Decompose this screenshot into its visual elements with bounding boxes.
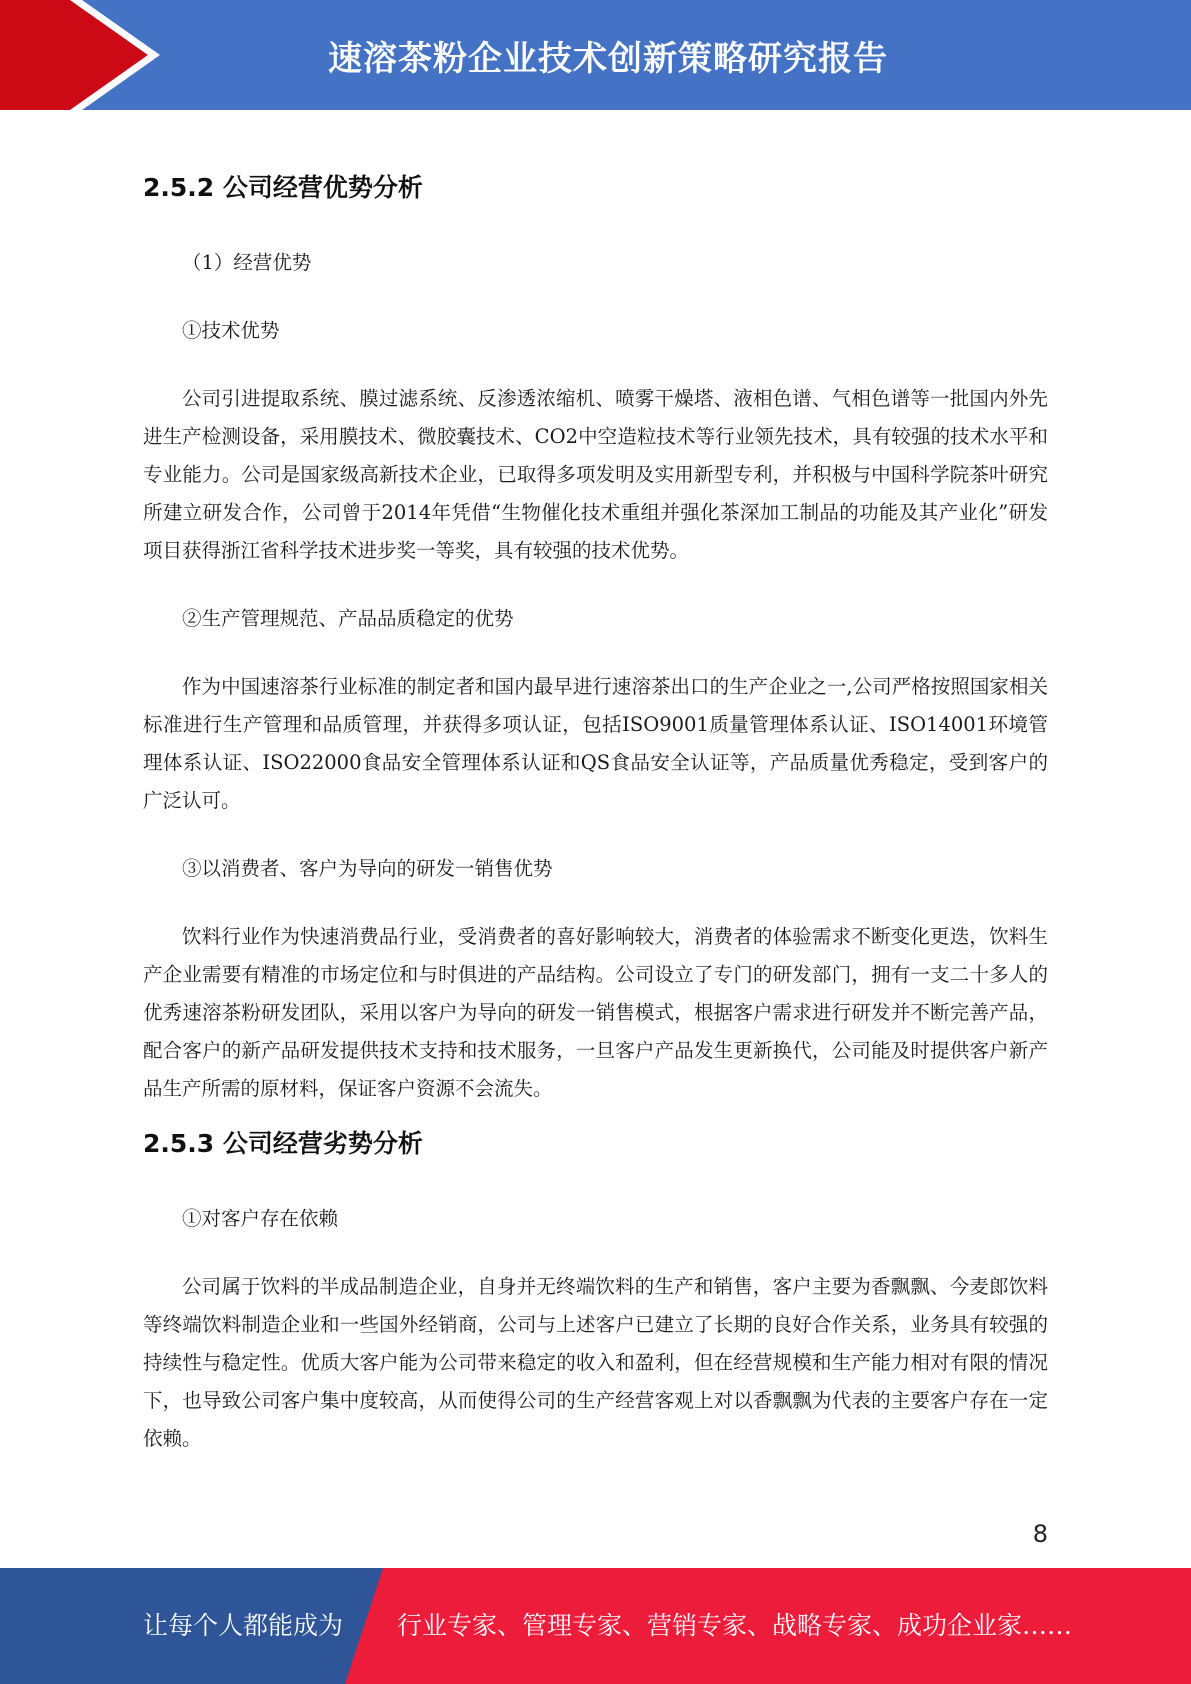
subheading-production-quality: ②生产管理规范、产品品质稳定的优势 (182, 607, 514, 630)
subheading-rd-sales: ③以消费者、客户为导向的研发一销售优势 (182, 857, 553, 880)
subheading-customer-dependence: ①对客户存在依赖 (182, 1207, 339, 1230)
section-heading-2-5-3: 2.5.3 公司经营劣势分析 (143, 1129, 423, 1158)
paragraph-rd-sales: 饮料行业作为快速消费品行业，受消费者的喜好影响较大，消费者的体验需求不断变化更迭，饮料生产企业需要有精准的市场定位和与时俱进的产品结构。公司设立了专门的研发部门，拥有一支二十多人的优秀速溶茶粉研发团队，采用以客户为导向的研发一销售模式，根据客户需求进行研发并不断完善产品，配合客户的新产品研发提供技术支持和技术服务，一旦客户产品发生更新换代，公司能及时提供客户新产品生产所需的原材料，保证客户资源不会流失。 (143, 925, 1048, 1100)
footer-slogan-left: 让每个人都能成为 (143, 1611, 344, 1640)
paragraph-tech-advantage: 公司引进提取系统、膜过滤系统、反渗透浓缩机、喷雾干燥塔、液相色谱、气相色谱等一批国内外先进生产检测设备，采用膜技术、微胶囊技术、CO2中空造粒技术等行业领先技术，具有较强的技术水平和专业能力。公司是国家级高新技术企业，已取得多项发明及实用新型专利，并积极与中国科学院茶叶研究所建立研发合作，公司曾于2014年凭借“生物催化技术重组并强化茶深加工制品的功能及其产业化”研发项目获得浙江省科学技术进步奖一等奖，具有较强的技术优势。 (143, 387, 1048, 562)
page-header (0, 0, 1191, 110)
section-heading-2-5-2: 2.5.2 公司经营优势分析 (143, 173, 423, 202)
subheading-tech-advantage: ①技术优势 (182, 319, 280, 342)
paragraph-production-quality: 作为中国速溶茶行业标准的制定者和国内最早进行速溶茶出口的生产企业之一,公司严格按照国家相关标准进行生产管理和品质管理，并获得多项认证，包括ISO9001质量管理体系认证、ISO14001环境管理体系认证、ISO22000食品安全管理体系认证和QS食品安全认证等，产品质量优秀稳定，受到客户的广泛认可。 (143, 675, 1048, 812)
page-number: 8 (1032, 1520, 1048, 1548)
footer-slogan-right: 行业专家、管理专家、营销专家、战略专家、成功企业家…… (397, 1611, 1073, 1640)
header-title: 速溶茶粉企业技术创新策略研究报告 (328, 38, 888, 79)
document-body (143, 162, 1048, 1458)
subheading-business-advantages: （1）经营优势 (182, 251, 312, 274)
paragraph-customer-dependence: 公司属于饮料的半成品制造企业，自身并无终端饮料的生产和销售，客户主要为香飘飘、今麦郎饮料等终端饮料制造企业和一些国外经销商，公司与上述客户已建立了长期的良好合作关系，业务具有较强的持续性与稳定性。优质大客户能为公司带来稳定的收入和盈利，但在经营规模和生产能力相对有限的情况下，也导致公司客户集中度较高，从而使得公司的生产经营客观上对以香飘飘为代表的主要客户存在一定依赖。 (143, 1275, 1048, 1450)
page-footer (0, 1568, 1191, 1684)
